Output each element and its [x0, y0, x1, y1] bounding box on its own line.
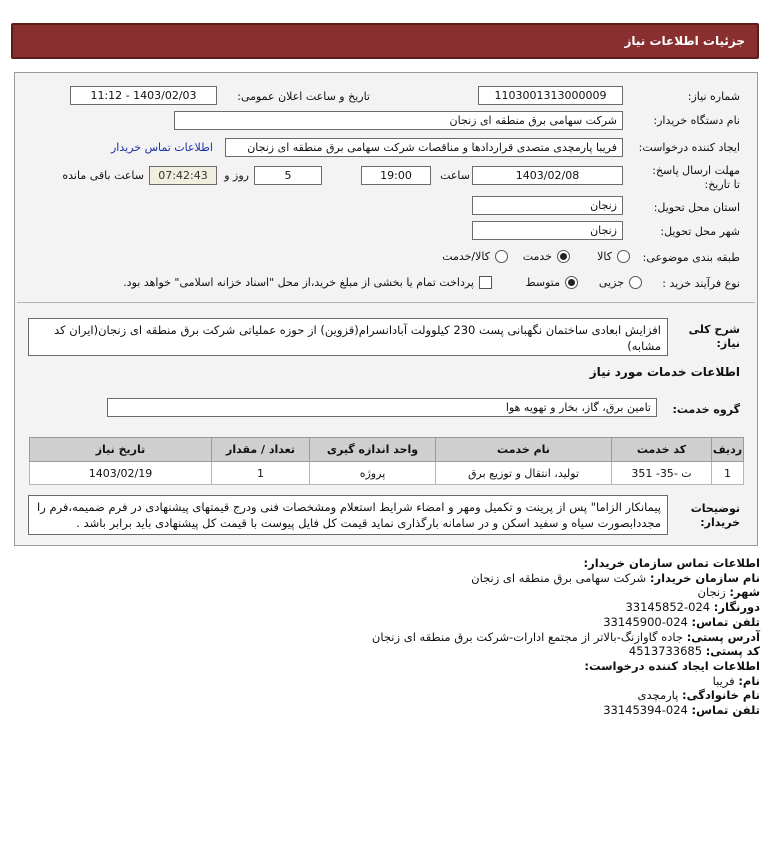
category-both-label: کالا/خدمت	[442, 250, 490, 263]
contact-address-label: آدرس پستی:	[686, 629, 760, 644]
deadline-time-field: 19:00	[361, 166, 431, 185]
announce-label: تاریخ و ساعت اعلان عمومی:	[237, 90, 370, 103]
contact-info	[20, 556, 760, 718]
col-date-header: تاریخ نیاز	[30, 438, 212, 462]
radio-medium[interactable]	[565, 276, 578, 289]
buyer-org-field: شرکت سهامی برق منطقه ای زنجان	[174, 111, 623, 130]
contact-postal: 4513733685	[628, 644, 703, 659]
remaining-time-field: 07:42:43	[149, 166, 217, 185]
cell-name: تولید، انتقال و توزیع برق	[436, 462, 612, 485]
creator-phone: 024-33145394	[603, 703, 688, 718]
contact-city: زنجان	[697, 585, 726, 600]
col-unit-header: واحد اندازه گیری	[310, 438, 436, 462]
col-name-header: نام خدمت	[436, 438, 612, 462]
category-option-both[interactable]	[442, 250, 508, 263]
contact-phone-label: تلفن تماس:	[691, 614, 760, 629]
contact-fax-label: دورنگار:	[713, 600, 760, 615]
creator-family: پارمچدی	[637, 688, 679, 703]
divider	[17, 302, 755, 303]
services-section-title: اطلاعات خدمات مورد نیاز	[589, 365, 740, 379]
creator-family-label: نام خانوادگی:	[682, 688, 760, 703]
treasury-checkbox[interactable]	[479, 276, 492, 289]
process-option-minor[interactable]	[599, 276, 642, 289]
creator-label: ایجاد کننده درخواست:	[638, 141, 740, 154]
creator-name: فریبا	[712, 673, 735, 688]
city-label: شهر محل تحویل:	[660, 225, 740, 238]
summary-box: افزایش ابعادی ساختمان نگهبانی پست 230 کیلوولت آبادانسرام(قزوین) از حوزه عملیاتی شرکت برق منطقه ای زنجان(ایران کد مشابه)	[28, 318, 668, 356]
need-number-label: شماره نیاز:	[687, 90, 740, 103]
contact-address: جاده گاوازنگ-بالاتر از مجتمع ادارات-شرکت برق منطقه ای زنجان	[371, 629, 684, 644]
radio-minor[interactable]	[629, 276, 642, 289]
category-goods-label: کالا	[597, 250, 612, 263]
table-row	[30, 462, 744, 485]
services-table	[29, 437, 744, 485]
treasury-payment-option[interactable]	[123, 276, 492, 289]
contact-org-label: نام سازمان خریدار:	[649, 570, 760, 585]
creator-phone-label: تلفن تماس:	[691, 703, 760, 718]
notes-label: توضیحات خریدار:	[690, 502, 740, 529]
notes-box: پیمانکار الزاما" پس از پرینت و تکمیل ومهر و امضاء شرایط استعلام ومشخصات فنی ودرج قیمتهای پیشنهادی در فرم ضمیمه،فرم را مجددابصورت سیاه و سفید اسکن و در سامانه بارگذاری نماید قیمت کل فایل پیوست با قیمت کل پیشنهادی باید برابر باشد .	[28, 495, 668, 535]
category-option-goods[interactable]	[597, 250, 630, 263]
col-qty-header: تعداد / مقدار	[212, 438, 310, 462]
contact-org: شرکت سهامی برق منطقه ای زنجان	[471, 570, 647, 585]
page-title: جزئیات اطلاعات نیاز	[624, 34, 745, 48]
process-label: نوع فرآیند خرید :	[662, 277, 740, 290]
summary-label: شرح کلی نیاز:	[688, 323, 740, 350]
col-code-header: کد خدمت	[612, 438, 712, 462]
process-minor-label: جزیی	[598, 276, 624, 289]
process-option-medium[interactable]	[525, 276, 578, 289]
cell-date: 1403/02/19	[30, 462, 212, 485]
buyer-contact-link[interactable]: اطلاعات تماس خریدار	[111, 141, 213, 154]
category-service-label: خدمت	[522, 250, 552, 263]
contact-title: اطلاعات تماس سازمان خریدار:	[583, 556, 760, 570]
radio-service[interactable]	[557, 250, 570, 263]
deadline-date-field: 1403/02/08	[472, 166, 623, 185]
deadline-label: مهلت ارسال پاسخ: تا تاریخ:	[652, 164, 740, 191]
radio-goods-service[interactable]	[495, 250, 508, 263]
remaining-label: ساعت باقی مانده	[62, 169, 144, 182]
treasury-note: پرداخت تمام یا بخشی از مبلغ خرید،از محل "اسناد خزانه اسلامی" خواهد بود.	[123, 276, 474, 289]
need-number-field: 1103001313000009	[478, 86, 623, 105]
services-table-wrap	[29, 437, 744, 485]
contact-phone: 024-33145900	[603, 614, 688, 629]
province-field: زنجان	[472, 196, 623, 215]
cell-code: ت -35- 351	[612, 462, 712, 485]
creator-name-label: نام:	[738, 673, 760, 688]
radio-goods[interactable]	[617, 250, 630, 263]
contact-postal-label: کد پستی:	[705, 644, 760, 659]
deadline-time-label: ساعت	[440, 169, 470, 182]
cell-row: 1	[712, 462, 744, 485]
province-label: استان محل تحویل:	[653, 201, 740, 214]
creator-field: فریبا پارمچدی متصدی قراردادها و مناقصات شرکت سهامی برق منطقه ای زنجان	[225, 138, 623, 157]
city-field: زنجان	[472, 221, 623, 240]
announce-field: 1403/02/03 - 11:12	[70, 86, 217, 105]
col-row-header: ردیف	[712, 438, 744, 462]
creator-info-title: اطلاعات ایجاد کننده درخواست:	[584, 658, 760, 673]
service-group-label: گروه خدمت:	[672, 403, 740, 416]
days-label: روز و	[224, 169, 249, 182]
process-medium-label: متوسط	[525, 276, 560, 289]
contact-city-label: شهر:	[729, 585, 760, 600]
service-group-field: تامین برق، گاز، بخار و تهویه هوا	[107, 398, 657, 417]
cell-unit: پروژه	[310, 462, 436, 485]
page-header	[11, 23, 759, 59]
cell-qty: 1	[212, 462, 310, 485]
table-header-row	[30, 438, 744, 462]
contact-fax: 024-33145852	[625, 600, 711, 615]
category-option-service[interactable]	[523, 250, 570, 263]
buyer-org-label: نام دستگاه خریدار:	[653, 114, 740, 127]
days-field: 5	[254, 166, 322, 185]
category-label: طبقه بندی موضوعی:	[642, 251, 740, 264]
